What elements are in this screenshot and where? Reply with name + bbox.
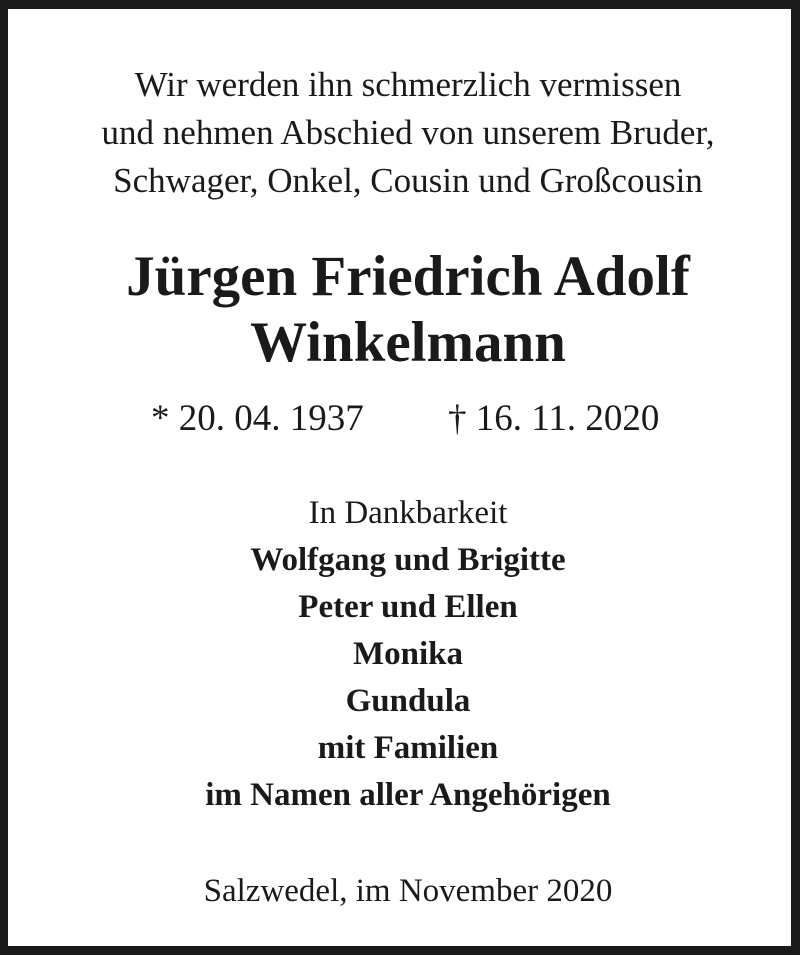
death-date: † 16. 11. 2020 (448, 398, 660, 439)
place-and-date: Salzwedel, im November 2020 (203, 873, 613, 909)
mourners-block (8, 490, 800, 819)
intro-text (8, 61, 800, 205)
mourner-name: im Namen aller Angehörigen (205, 777, 611, 813)
mourner-name: Peter und Ellen (298, 589, 518, 625)
mourner-name: Gundula (345, 683, 471, 719)
mourner-name: Monika (352, 636, 464, 672)
name-line: Jürgen Friedrich Adolf (126, 245, 690, 308)
intro-line: Schwager, Onkel, Cousin und Großcousin (113, 161, 703, 200)
name-line: Winkelmann (250, 311, 566, 374)
deceased-name (8, 244, 800, 376)
intro-line: Wir werden ihn schmerzlich vermissen (134, 65, 682, 104)
mourner-name: Wolfgang und Brigitte (250, 542, 566, 578)
birth-date: * 20. 04. 1937 (151, 398, 364, 439)
gratitude-line: In Dankbarkeit (308, 495, 508, 531)
intro-line: und nehmen Abschied von unserem Bruder, (101, 113, 715, 152)
mourner-name: mit Familien (317, 730, 499, 766)
